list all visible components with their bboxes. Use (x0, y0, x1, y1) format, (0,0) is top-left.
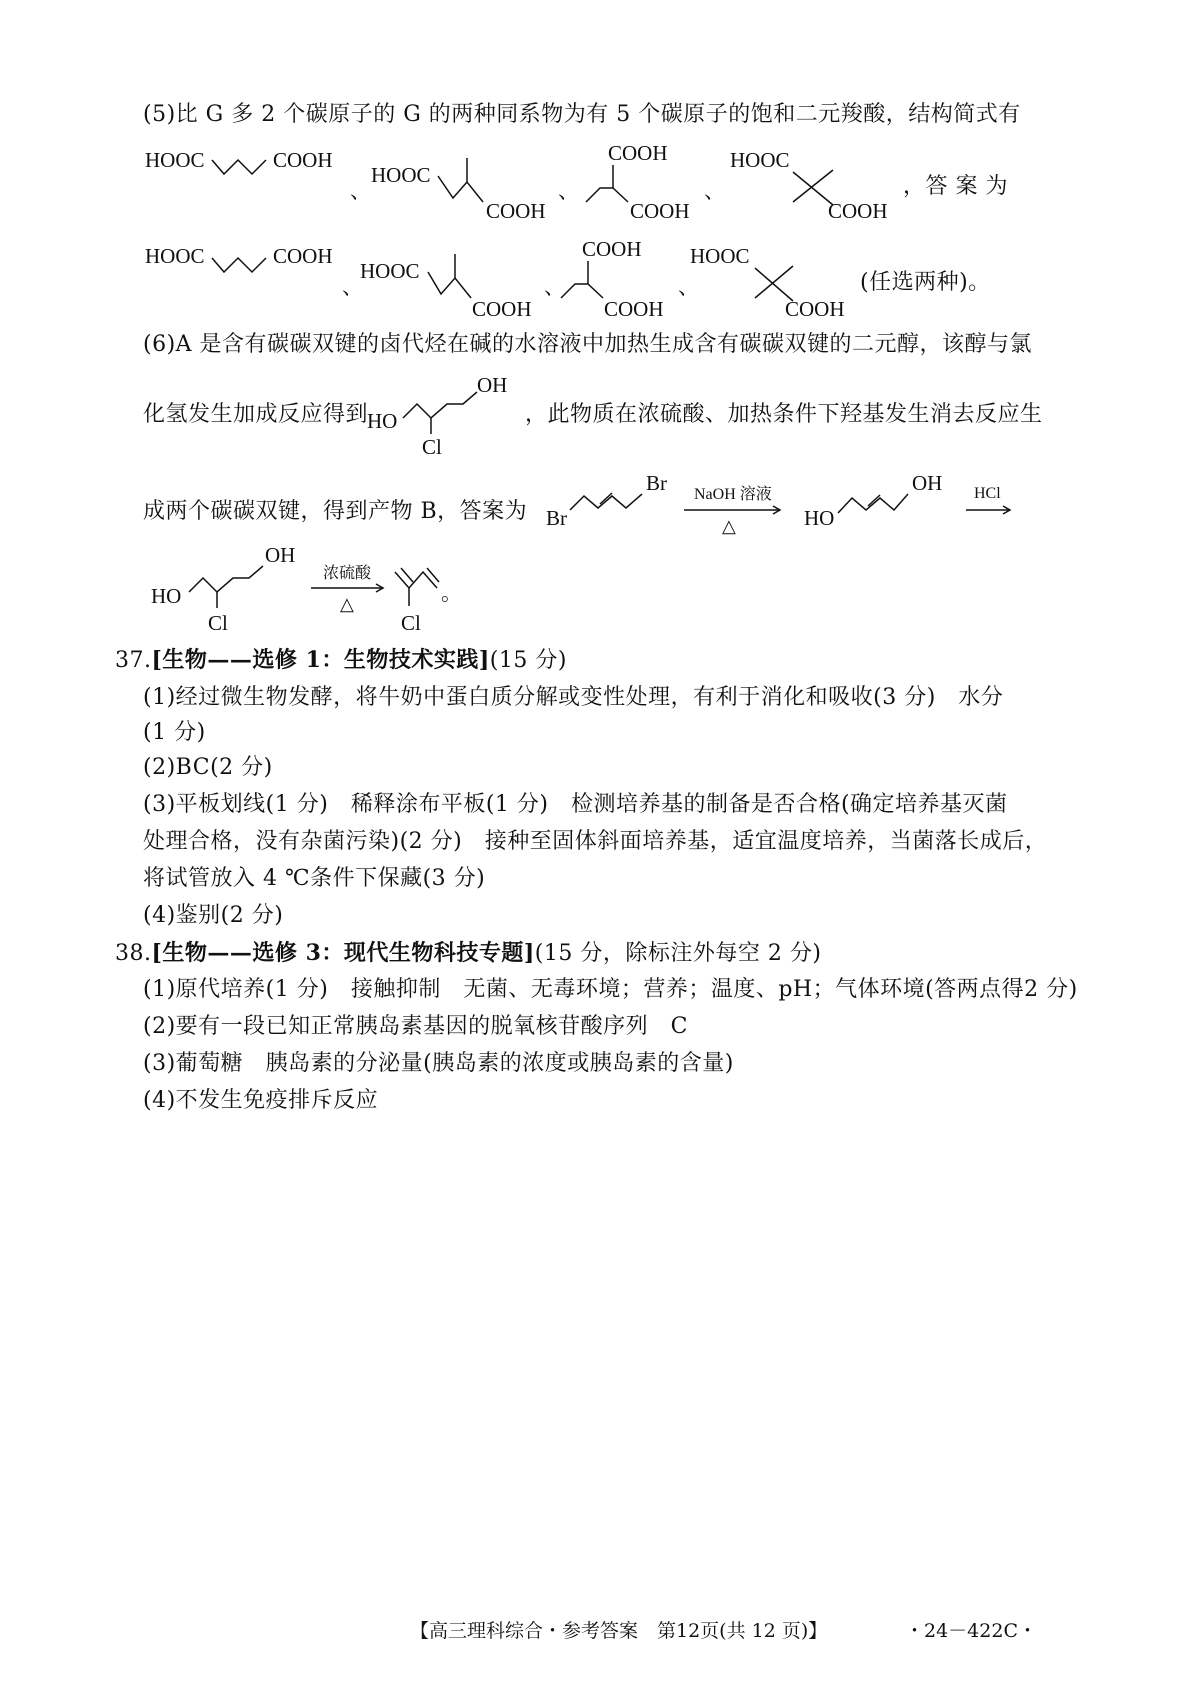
svg-text:HOOC: HOOC (360, 259, 420, 283)
q6-line1: (6)A 是含有碳碳双键的卤代烃在碱的水溶液中加热生成含有碳碳双键的二元醇，该醇与氯 (143, 332, 1033, 357)
q37-line1: (1)经过微生物发酵，将牛奶中蛋白质分解或变性处理，有利于消化和吸收(3 分) 水分 (143, 685, 1004, 710)
q5-suffix: (任选两种)。 (860, 270, 991, 295)
svg-text:HO: HO (804, 506, 835, 530)
svg-text:COOH: COOH (604, 297, 664, 321)
q5-line1: (5)比 G 多 2 个碳原子的 G 的两种同系物为有 5 个碳原子的饱和二元羧酸，结构简式有 (143, 102, 1021, 127)
svg-text:HOOC: HOOC (145, 244, 205, 268)
svg-text:COOH: COOH (273, 148, 333, 172)
svg-text:OH: OH (477, 373, 508, 397)
svg-text:、: 、 (704, 179, 725, 203)
svg-text:HO: HO (367, 409, 398, 433)
chloro-diol-structure (365, 370, 525, 460)
q37-line4: (3)平板划线(1 分) 稀释涂布平板(1 分) 检测培养基的制备是否合格(确定培养基灭菌 (143, 792, 1008, 817)
svg-text:、: 、 (544, 275, 565, 299)
q38-line4: (4)不发生免疫排斥反应 (143, 1088, 379, 1113)
svg-text:NaOH 溶液: NaOH 溶液 (694, 486, 772, 503)
svg-text:Cl: Cl (422, 435, 442, 459)
svg-text:OH: OH (912, 471, 943, 495)
svg-text:、: 、 (350, 179, 371, 203)
q38-line3: (3)葡萄糖 胰岛素的分泌量(胰岛素的浓度或胰岛素的含量) (143, 1051, 734, 1076)
q37-line2: (1 分) (143, 720, 206, 745)
q37-line3: (2)BC(2 分) (143, 755, 273, 780)
q6-line2a: 化氢发生加成反应得到 (143, 402, 369, 427)
q38-line1: (1)原代培养(1 分) 接触抑制 无菌、无毒环境；营养；温度、pH；气体环境(答两点得2 分) (143, 977, 1078, 1002)
svg-text:COOH: COOH (273, 244, 333, 268)
svg-text:COOH: COOH (785, 297, 845, 321)
q37-line6: 将试管放入 4 ℃条件下保藏(3 分) (143, 866, 486, 891)
q6-reaction-row1 (540, 468, 1012, 538)
svg-text:COOH: COOH (582, 237, 642, 261)
q37-title: 37.[生物——选修 1：生物技术实践](15 分) (115, 647, 567, 673)
svg-text:OH: OH (265, 543, 296, 567)
svg-text:、: 、 (678, 275, 699, 299)
svg-text:浓硫酸: 浓硫酸 (323, 565, 372, 582)
page-footer: 【高三理科综合・参考答案 第12页(共 12 页)】 (410, 1620, 828, 1642)
svg-text:Br: Br (546, 506, 567, 530)
q6-line2b: ，此物质在浓硫酸、加热条件下羟基发生消去反应生 (525, 402, 1043, 427)
svg-text:△: △ (722, 516, 736, 536)
svg-text:、: 、 (342, 275, 363, 299)
q38-line2: (2)要有一段已知正常胰岛素基因的脱氧核苷酸序列 C (143, 1014, 688, 1039)
q6-reaction-row2 (145, 540, 485, 640)
svg-text:Cl: Cl (208, 611, 228, 635)
svg-text:HOOC: HOOC (690, 244, 750, 268)
svg-text:COOH: COOH (630, 199, 690, 223)
svg-text:、: 、 (558, 179, 579, 203)
svg-text:。: 。 (441, 581, 462, 605)
svg-text:Cl: Cl (401, 611, 421, 635)
svg-text:HO: HO (151, 584, 182, 608)
svg-text:COOH: COOH (486, 199, 546, 223)
svg-text:△: △ (340, 594, 354, 614)
svg-text:COOH: COOH (608, 141, 668, 165)
svg-text:HOOC: HOOC (730, 148, 790, 172)
q6-line3: 成两个碳碳双键，得到产物 B，答案为 (143, 499, 528, 524)
document-code: ・24－422C・ (905, 1620, 1037, 1642)
svg-text:COOH: COOH (828, 199, 888, 223)
q5-structures-row2 (138, 236, 858, 326)
svg-text:HCl: HCl (974, 485, 1001, 502)
q37-line7: (4)鉴别(2 分) (143, 903, 284, 928)
svg-text:HOOC: HOOC (145, 148, 205, 172)
svg-text:HOOC: HOOC (371, 163, 431, 187)
svg-text:Br: Br (646, 471, 667, 495)
q38-title: 38.[生物——选修 3：现代生物科技专题](15 分，除标注外每空 2 分) (115, 940, 822, 966)
svg-text:COOH: COOH (472, 297, 532, 321)
q5-answer-word: ，答 案 为 (903, 174, 1008, 199)
q37-line5: 处理合格，没有杂菌污染)(2 分) 接种至固体斜面培养基，适宜温度培养，当菌落长成后， (143, 829, 1048, 854)
